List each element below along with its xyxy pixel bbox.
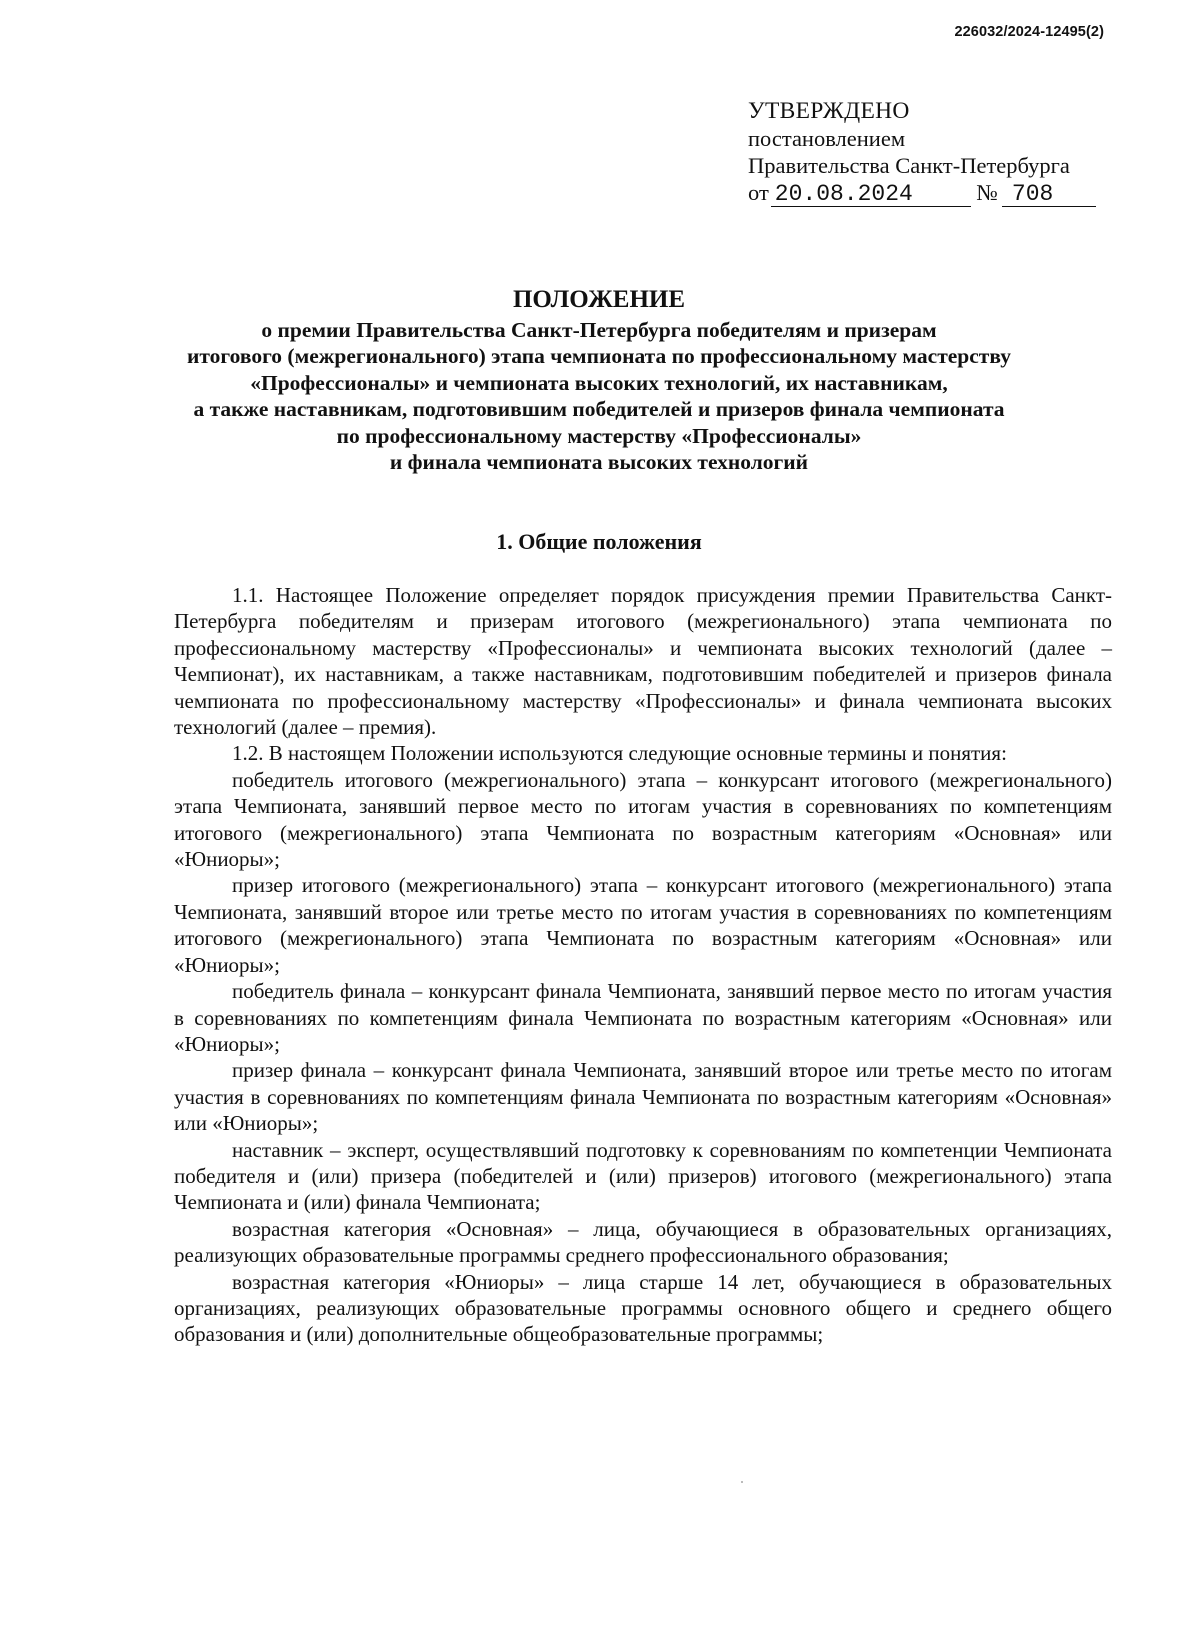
document-number: 226032/2024-12495(2) xyxy=(954,24,1104,40)
title-line: по профессиональному мастерству «Профессионалы» xyxy=(336,423,862,448)
section-heading: 1. Общие положения xyxy=(496,529,702,554)
paragraph: 1.2. В настоящем Положении используются следующие основные термины и понятия: xyxy=(232,741,1007,766)
document-body xyxy=(174,582,1112,1348)
title-line: итогового (межрегионального) этапа чемпионата по профессиональному мастерству xyxy=(187,344,1011,369)
paragraph: наставник – эксперт, осуществлявший подготовку к соревнованиям по компетенции Чемпионата победителя и (или) призера (победителей и (или) призеров) итогового (межрегионального) этапа Чемпионата и (или) финала Чемпионата; xyxy=(174,1137,1112,1215)
paragraph: победитель итогового (межрегионального) этапа – конкурсант итогового (межрегионального) этапа Чемпионата, занявший первое место по итогам участия в соревнованиях по компетенциям итогового (межрегионального) этапа Чемпионата по возрастным категориям «Основная» или «Юниоры»; xyxy=(174,767,1112,872)
approval-date: 20.08.2024 xyxy=(771,182,971,207)
title-heading: ПОЛОЖЕНИЕ xyxy=(512,286,686,313)
scan-speck xyxy=(741,1481,743,1483)
title-line: и финала чемпионата высоких технологий xyxy=(389,450,809,475)
paragraph: 1.1. Настоящее Положение определяет порядок присуждения премии Правительства Санкт-Петербурга победителям и призерам итогового (межрегионального) этапа чемпионата по профессиональному мастерству «Профессионалы» и чемпионата высоких технологий (далее – Чемпионат), их наставникам, а также наставникам, подготовившим победителей и призеров финала чемпионата по профессиональному мастерству «Профессионалы» и финала чемпионата высоких технологий (далее – премия). xyxy=(174,583,1112,740)
approval-line-2: Правительства Санкт-Петербурга xyxy=(748,153,1070,178)
number-prefix: № xyxy=(976,180,998,205)
approval-title: УТВЕРЖДЕНО xyxy=(748,98,910,124)
paragraph: возрастная категория «Юниоры» – лица старше 14 лет, обучающиеся в образовательных организациях, реализующих образовательные программы основного общего и среднего общего образования и (или) дополнительные общеобразовательные программы; xyxy=(174,1269,1112,1347)
title-line: а также наставникам, подготовившим победителей и призеров финала чемпионата xyxy=(193,397,1005,422)
paragraph: победитель финала – конкурсант финала Чемпионата, занявший первое место по итогам участия в соревнованиях по компетенциям финала Чемпионата по возрастным категориям «Основная» или «Юниоры»; xyxy=(174,979,1112,1056)
title-line: о премии Правительства Санкт-Петербурга победителям и призерам xyxy=(261,318,937,342)
document-title xyxy=(120,283,1078,475)
approval-signature-line xyxy=(748,179,1168,207)
date-prefix: от xyxy=(748,180,769,205)
paragraph: призер финала – конкурсант финала Чемпионата, занявший второе или третье место по итогам участия в соревнованиях по компетенциям финала Чемпионата по возрастным категориям «Основная» или «Юниоры»; xyxy=(174,1058,1112,1136)
paragraph: возрастная категория «Основная» – лица, обучающиеся в образовательных организациях, реализующих образовательные программы среднего профессионального образования; xyxy=(174,1216,1112,1268)
approval-line-1: постановлением xyxy=(748,126,906,151)
approval-number: 708 xyxy=(1002,182,1096,207)
approval-stamp xyxy=(748,98,1168,207)
paragraph: призер итогового (межрегионального) этапа – конкурсант итогового (межрегионального) этапа Чемпионата, занявший второе или третье место по итогам участия в соревнованиях по компетенциям итогового (межрегионального) этапа Чемпионата по возрастным категориям «Основная» или «Юниоры»; xyxy=(174,873,1112,977)
title-line: «Профессионалы» и чемпионата высоких технологий, их наставникам, xyxy=(250,370,948,395)
